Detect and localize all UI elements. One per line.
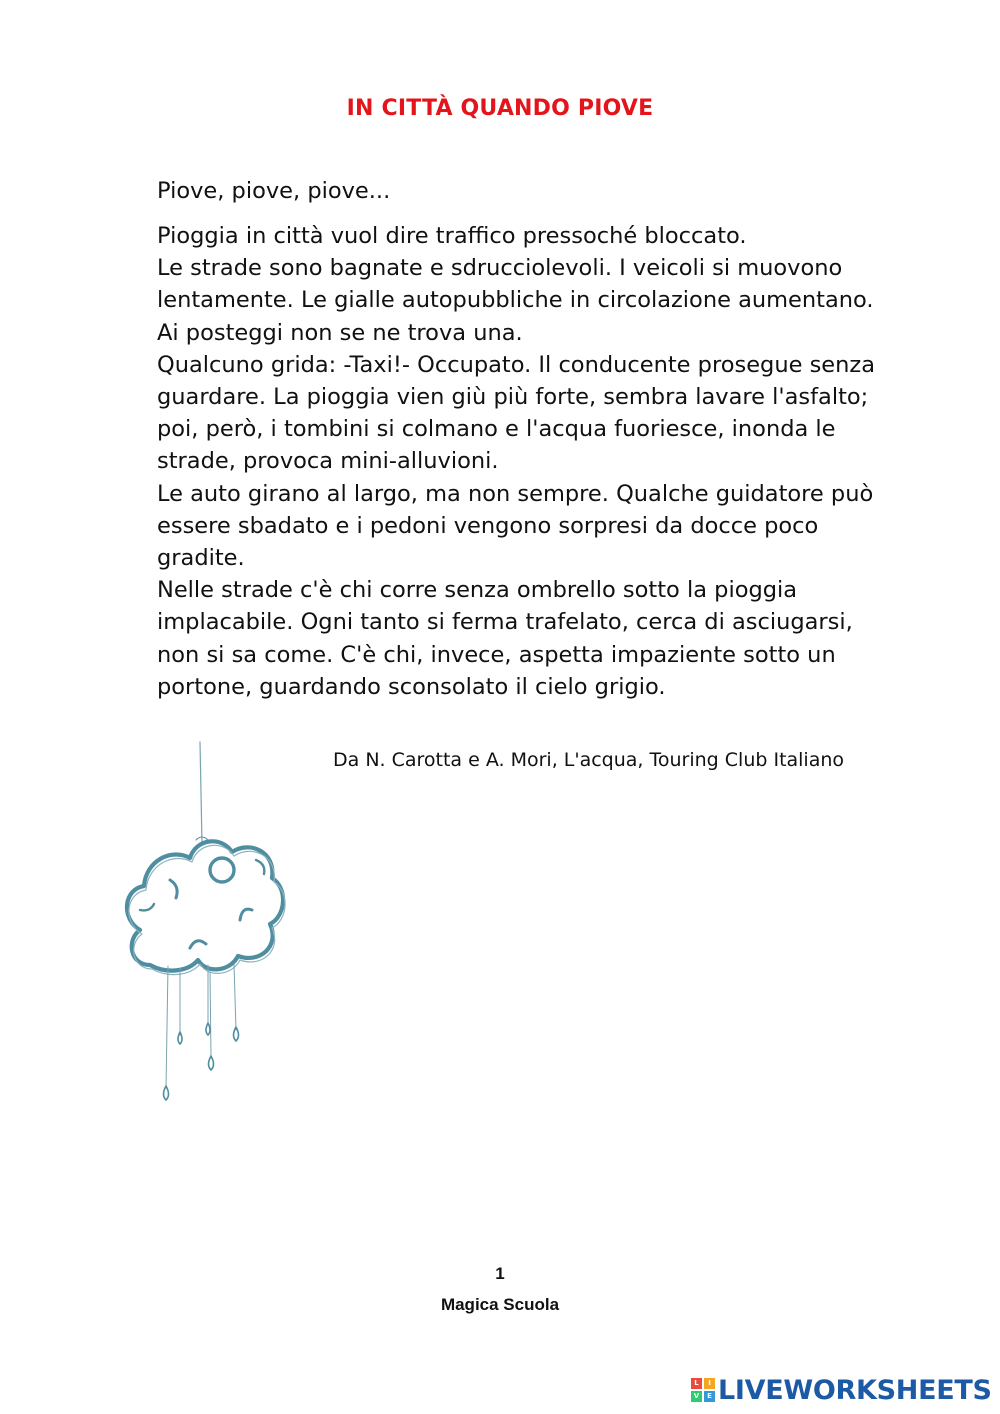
story-line: Pioggia in città vuol dire traffico pressoché bloccato. [157,223,747,249]
story-line: implacabile. Ogni tanto si ferma trafelato, cerca di asciugarsi, [157,609,853,636]
story-line: poi, però, i tombini si colmano e l'acqua fuoriesce, inonda le [157,416,836,443]
rain-cloud-mobile-icon [110,740,290,1115]
logo-letter: E [704,1391,715,1402]
story-line: Qualcuno grida: -Taxi!- Occupato. Il conducente prosegue senza [157,351,876,378]
story-line: gradite. [157,545,245,572]
story-body [157,220,917,703]
story-line: guardare. La pioggia vien giù più forte, sembra lavare l'asfalto; [157,384,869,411]
story-line: essere sbadato e i pedoni vengono sorpresi da docce poco [157,512,819,539]
story-line: non si sa come. C'è chi, invece, aspetta impaziente sotto un [157,641,836,668]
opening-line-text: Piove, piove, piove... [157,178,391,204]
story-line: lentamente. Le gialle autopubbliche in circolazione aumentano. [157,287,874,314]
opening-line [157,175,917,207]
page-title: IN CITTÀ QUANDO PIOVE [346,96,654,121]
story-line: strade, provoca mini-alluvioni. [157,448,499,475]
liveworksheets-wordmark: LIVEWORKSHEETS [718,1374,992,1406]
logo-letter: L [691,1378,702,1389]
publisher-name: Magica Scuola [440,1295,560,1314]
logo-letter: I [704,1378,715,1389]
page-number: 1 [495,1264,505,1283]
story-line: Le auto girano al largo, ma non sempre. Qualche guidatore può [157,480,874,507]
story-line: portone, guardando sconsolato il cielo grigio. [157,673,666,700]
liveworksheets-brand[interactable] [691,1371,992,1409]
story-line: Nelle strade c'è chi corre senza ombrello sotto la pioggia [157,577,798,604]
source-attribution: Da N. Carotta e A. Mori, L'acqua, Touring Club Italiano [333,749,845,771]
story-line: Le strade sono bagnate e sdrucciolevoli. I veicoli si muovono [157,255,843,282]
liveworksheets-logo-icon [691,1378,715,1402]
logo-letter: V [691,1391,702,1402]
story-line: Ai posteggi non se ne trova una. [157,319,523,346]
